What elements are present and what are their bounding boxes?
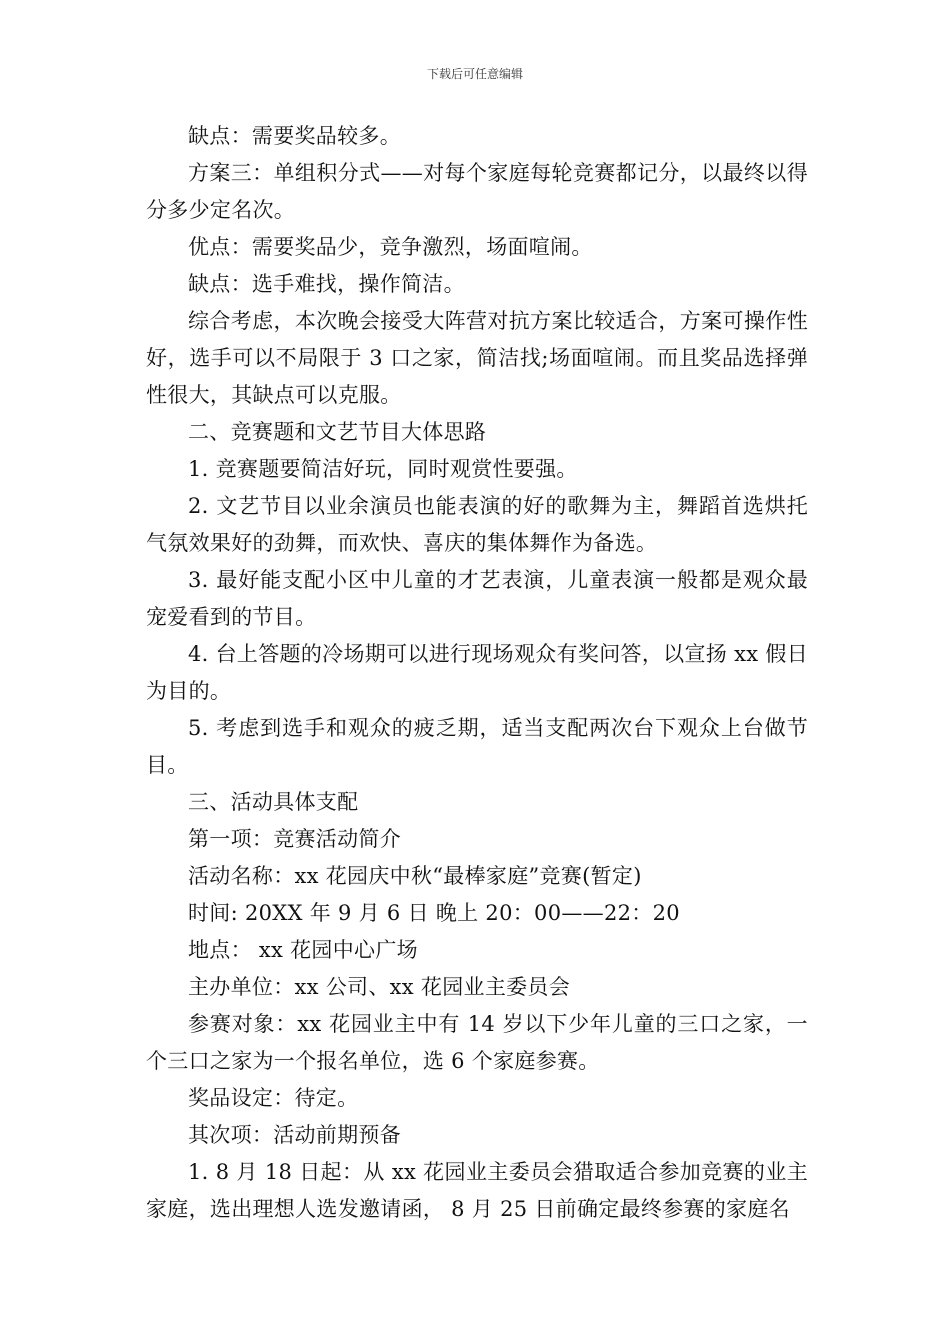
- activity-time: 时间: 20XX 年 9 月 6 日 晚上 20：00——22：20: [188, 901, 680, 925]
- paragraph-pros: 优点：需要奖品少，竞争激烈，场面喧闹。: [188, 235, 593, 259]
- list-item-5: 5. 考虑到选手和观众的疲乏期，适当支配两次台下观众上台做节目。: [146, 716, 808, 777]
- activity-name: 活动名称：xx 花园庆中秋“最棒家庭”竞赛(暂定): [188, 864, 642, 888]
- section-heading-three: 三、活动具体支配: [188, 790, 359, 814]
- list-item-1: 1. 竞赛题要简洁好玩，同时观赏性要强。: [188, 457, 578, 481]
- list-item-3: 3. 最好能支配小区中儿童的才艺表演，儿童表演一般都是观众最宠爱看到的节目。: [146, 568, 808, 629]
- subsection-first: 第一项：竞赛活动简介: [188, 827, 401, 851]
- activity-participants: 参赛对象：xx 花园业主中有 14 岁以下少年儿童的三口之家，一个三口之家为一个报名单位，选 6 个家庭参赛。: [146, 1012, 808, 1073]
- prep-item-1: 1. 8 月 18 日起：从 xx 花园业主委员会猎取适合参加竞赛的业主家庭，选出理想人选发邀请函， 8 月 25 日前确定最终参赛的家庭名: [146, 1160, 808, 1221]
- paragraph-plan-three: 方案三：单组积分式——对每个家庭每轮竞赛都记分，以最终以得分多少定名次。: [146, 161, 808, 222]
- list-item-4: 4. 台上答题的冷场期可以进行现场观众有奖问答，以宣扬 xx 假日为目的。: [146, 642, 808, 703]
- subsection-second: 其次项：活动前期预备: [188, 1123, 401, 1147]
- paragraph-cons-prizes: 缺点：需要奖品较多。: [188, 124, 401, 148]
- page-header-note: 下载后可任意编辑: [426, 67, 523, 81]
- activity-prizes: 奖品设定：待定。: [188, 1086, 359, 1110]
- paragraph-cons: 缺点：选手难找，操作简洁。: [188, 272, 465, 296]
- activity-organizer: 主办单位：xx 公司、xx 花园业主委员会: [188, 975, 571, 999]
- activity-location: 地点： xx 花园中心广场: [188, 938, 418, 962]
- paragraph-summary: 综合考虑，本次晚会接受大阵营对抗方案比较适合，方案可操作性好，选手可以不局限于 3 口之家，简洁找;场面喧闹。而且奖品选择弹性很大，其缺点可以克服。: [146, 309, 808, 407]
- section-heading-two: 二、竞赛题和文艺节目大体思路: [188, 420, 487, 444]
- list-item-2: 2. 文艺节目以业余演员也能表演的好的歌舞为主，舞蹈首选烘托气氛效果好的劲舞，而欢快、喜庆的集体舞作为备选。: [146, 494, 808, 555]
- document-body: [146, 118, 808, 1228]
